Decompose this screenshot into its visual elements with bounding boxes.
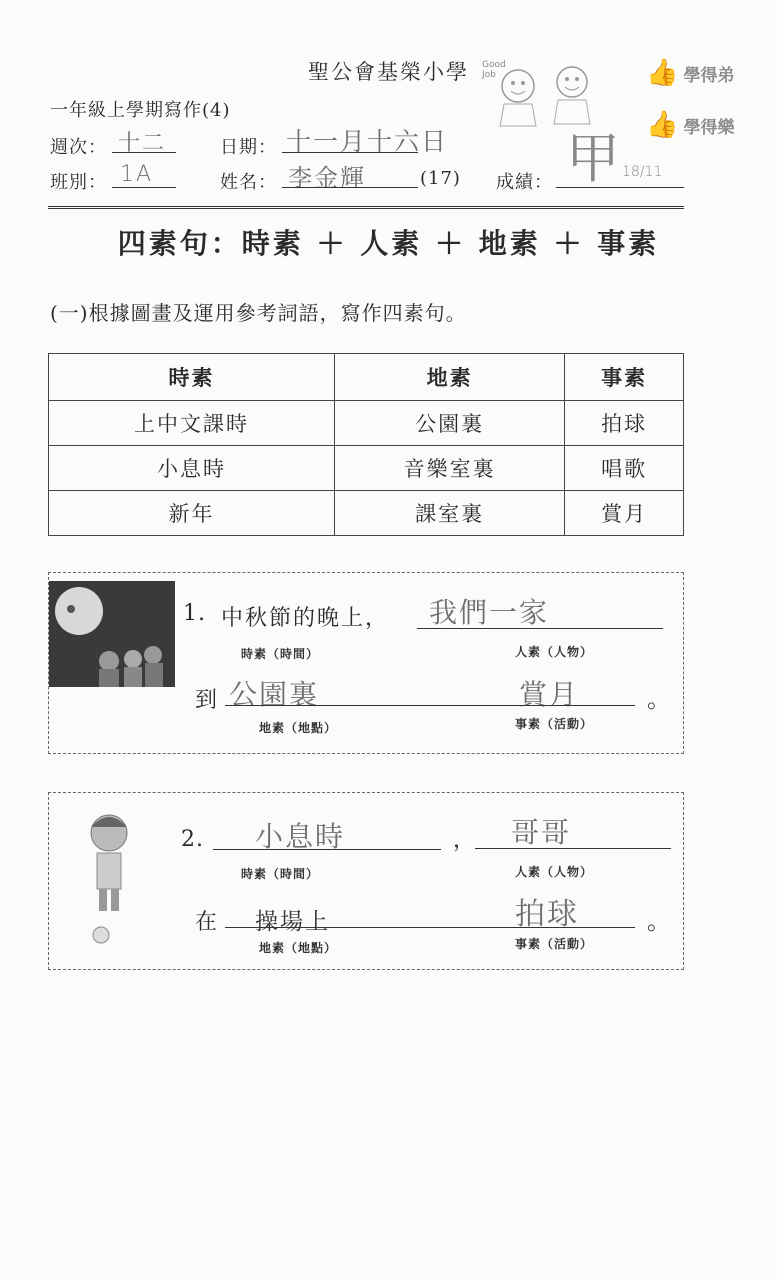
thumbs-up-icon: 👍	[646, 58, 679, 88]
badge-thumbs-up-2	[646, 110, 734, 140]
grade-date: 18/11	[622, 164, 663, 180]
badge-label-1: 學得弟	[683, 66, 735, 86]
question-2-connector: 在	[195, 910, 219, 935]
grade-label: 成績：	[496, 172, 553, 193]
question-1-place-answer[interactable]: 公園裏	[229, 678, 320, 711]
question-2-time-label: 時素（時間）	[241, 867, 320, 881]
question-2-time-line	[213, 849, 441, 850]
page-title: 四素句：時素 ＋ 人素 ＋ 地素 ＋ 事素	[117, 227, 660, 260]
question-2-period: 。	[647, 907, 671, 935]
question-2-number: 2.	[181, 827, 204, 852]
question-2-activity-answer[interactable]: 拍球	[515, 897, 579, 932]
name-value[interactable]: 李金輝	[288, 164, 366, 192]
table-cell: 唱歌	[565, 446, 684, 491]
week-label: 週次：	[50, 137, 107, 158]
question-1-place-activity-line	[225, 705, 635, 706]
date-value[interactable]: 十一月十六日	[286, 127, 449, 156]
class-label: 班別：	[50, 172, 107, 193]
name-underline	[282, 187, 418, 188]
question-1-time: 中秋節的晚上，	[221, 606, 390, 631]
grade-value: 甲	[566, 127, 622, 190]
column-header-time: 時素	[49, 354, 335, 401]
question-1-person-line	[417, 628, 663, 629]
question-1-activity-answer[interactable]: 賞月	[519, 678, 580, 711]
question-1-time-label: 時素（時間）	[241, 647, 320, 661]
table-cell: 賞月	[565, 491, 684, 536]
question-2-person-label: 人素（人物）	[515, 865, 594, 879]
question-1-box	[48, 572, 684, 754]
table-cell: 音樂室裏	[334, 446, 564, 491]
question-1-place-label: 地素（地點）	[259, 721, 338, 735]
name-label: 姓名：	[220, 172, 277, 193]
table-cell: 課室裏	[334, 491, 564, 536]
date-underline	[282, 152, 418, 153]
moon-festival-picture	[49, 581, 175, 687]
question-2-time-answer[interactable]: 小息時	[255, 820, 346, 853]
question-2-place-answer[interactable]: 操場上	[255, 909, 330, 935]
class-value[interactable]: 1A	[120, 162, 154, 187]
table-row	[49, 446, 684, 491]
question-1-person-label: 人素（人物）	[515, 645, 594, 659]
date-label: 日期：	[220, 137, 277, 158]
boy-ball-picture	[79, 807, 139, 947]
class-underline	[112, 187, 176, 188]
thumbs-up-icon: 👍	[646, 110, 679, 140]
table-cell: 上中文課時	[49, 401, 335, 446]
question-1-person-answer[interactable]: 我們一家	[429, 596, 550, 629]
question-1-connector: 到	[195, 688, 219, 713]
table-cell: 新年	[49, 491, 335, 536]
table-row	[49, 401, 684, 446]
table-cell: 小息時	[49, 446, 335, 491]
worksheet-subtitle: 一年級上學期寫作(4)	[50, 100, 231, 121]
student-number: (17)	[420, 168, 461, 189]
question-2-place-label: 地素（地點）	[259, 941, 338, 955]
header-divider	[48, 206, 684, 209]
question-2-person-line	[475, 848, 671, 849]
question-1-period: 。	[647, 685, 671, 713]
question-2-place-activity-line	[225, 927, 635, 928]
table-row	[49, 491, 684, 536]
column-header-place: 地素	[334, 354, 564, 401]
table-header-row	[49, 354, 684, 401]
question-2-person-answer[interactable]: 哥哥	[511, 816, 572, 849]
question-2-activity-label: 事素（活動）	[515, 937, 594, 951]
question-1-activity-label: 事素（活動）	[515, 717, 594, 731]
badge-thumbs-up-1	[646, 58, 734, 88]
school-name: 聖公會基榮小學	[308, 60, 469, 84]
instruction-text: (一)根據圖畫及運用參考詞語，寫作四素句。	[50, 301, 467, 325]
week-underline	[112, 152, 176, 153]
good-job-text: Good Job	[482, 60, 506, 80]
column-header-activity: 事素	[565, 354, 684, 401]
question-1-number: 1.	[183, 601, 206, 626]
table-cell: 拍球	[565, 401, 684, 446]
reference-words-table	[48, 353, 684, 536]
badge-label-2: 學得樂	[683, 118, 735, 138]
week-value[interactable]: 十二	[118, 131, 167, 156]
question-2-comma: ，	[453, 828, 477, 853]
question-2-box	[48, 792, 684, 970]
grade-underline	[556, 187, 684, 188]
table-cell: 公園裏	[334, 401, 564, 446]
